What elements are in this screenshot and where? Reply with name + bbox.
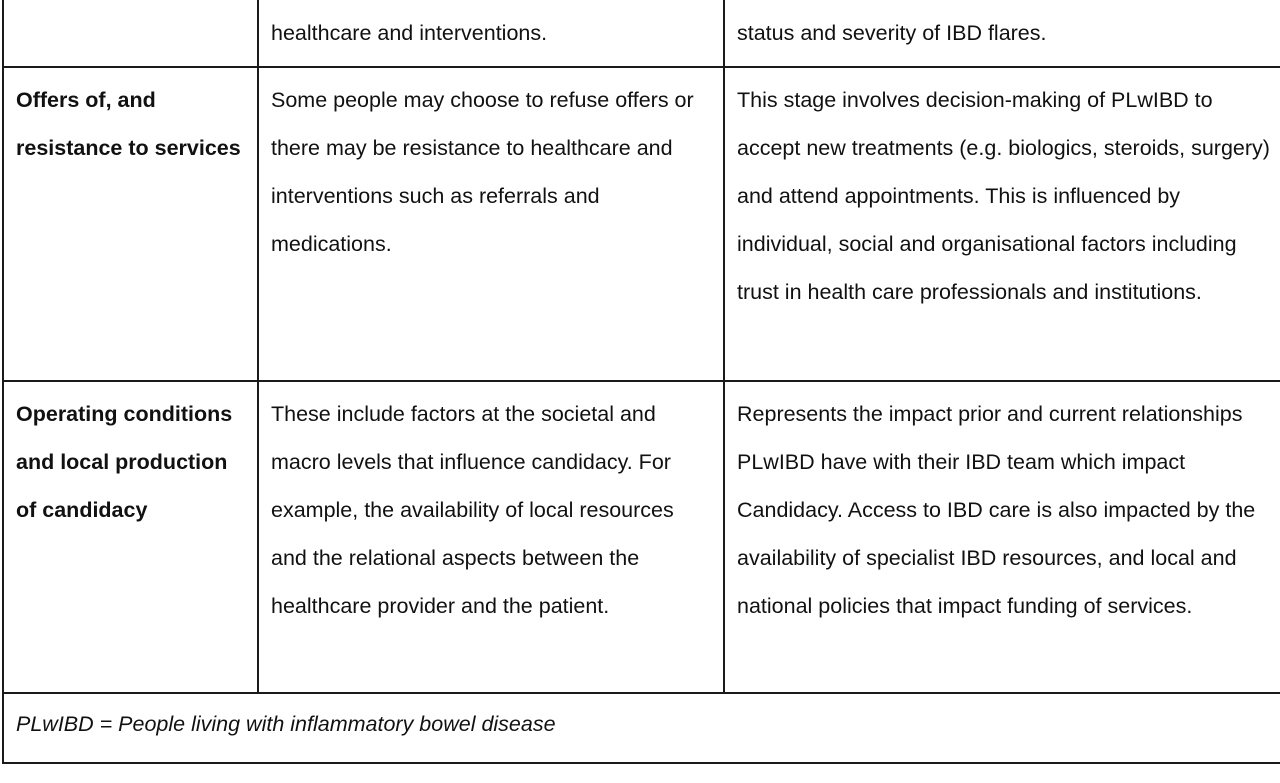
table-footnote: PLwIBD = People living with inflammatory bowel disease	[3, 693, 1280, 763]
table-row	[3, 67, 1280, 381]
construct-cell	[3, 0, 258, 67]
definition-cell: healthcare and interventions.	[258, 0, 724, 67]
table-row	[3, 381, 1280, 693]
application-cell: status and severity of IBD flares.	[724, 0, 1280, 67]
application-cell: Represents the impact prior and current relationships PLwIBD have with their IBD team which impact Candidacy. Access to IBD care is also impacted by the availability of specialist IBD resources, and local and national policies that impact funding of services.	[724, 381, 1280, 693]
application-cell: This stage involves decision-making of PLwIBD to accept new treatments (e.g. biologics, steroids, surgery) and attend appointments. This is influenced by individual, social and organisational factors including trust in health care professionals and institutions.	[724, 67, 1280, 381]
table-footnote-row	[3, 693, 1280, 763]
construct-cell: Offers of, and resistance to services	[3, 67, 258, 381]
candidacy-table	[2, 0, 1280, 764]
definition-cell: Some people may choose to refuse offers or there may be resistance to healthcare and interventions such as referrals and medications.	[258, 67, 724, 381]
construct-cell: Operating conditions and local production of candidacy	[3, 381, 258, 693]
table-row	[3, 0, 1280, 67]
definition-cell: These include factors at the societal and macro levels that influence candidacy. For example, the availability of local resources and the relational aspects between the healthcare provider and the patient.	[258, 381, 724, 693]
